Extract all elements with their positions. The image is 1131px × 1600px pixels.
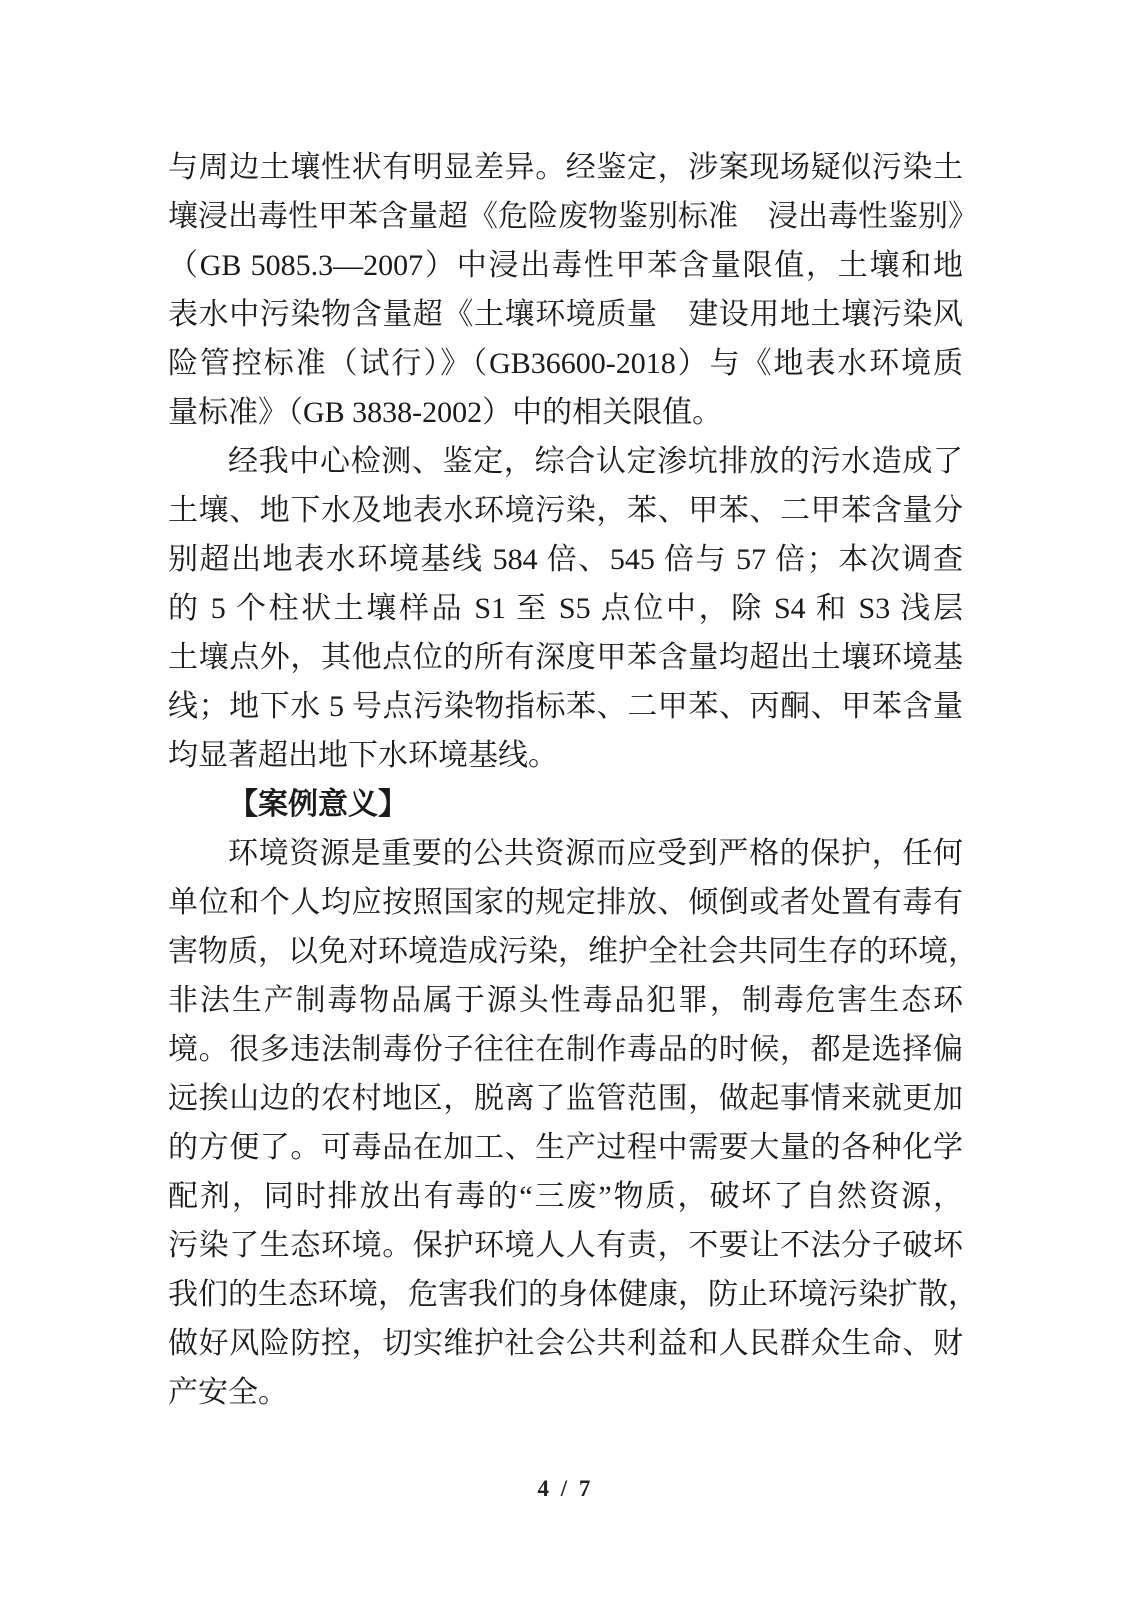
text-line: 配剂，同时排放出有毒的“三废”物质，破坏了自然资源，: [168, 1180, 963, 1213]
section-heading: 【案例意义】: [228, 788, 408, 821]
text-line: 单位和个人均应按照国家的规定排放、倾倒或者处置有毒有: [168, 886, 963, 919]
text-line: 量标准》（GB 3838-2002）中的相关限值。: [168, 396, 723, 429]
text-line: 的 5 个柱状土壤样品 S1 至 S5 点位中，除 S4 和 S3 浅层: [168, 592, 963, 625]
text-line: 非法生产制毒物品属于源头性毒品犯罪，制毒危害生态环: [168, 984, 963, 1017]
text-line: 土壤、地下水及地表水环境污染，苯、甲苯、二甲苯含量分: [168, 494, 963, 527]
text-line: 远挨山边的农村地区，脱离了监管范围，做起事情来就更加: [168, 1082, 963, 1115]
page-number: 4 / 7: [537, 1476, 594, 1501]
text-line: 产安全。: [168, 1376, 288, 1409]
text-line: 别超出地表水环境基线 584 倍、545 倍与 57 倍；本次调查: [168, 543, 963, 576]
text-line: 表水中污染物含量超《土壤环境质量 建设用地土壤污染风: [168, 298, 963, 331]
text-line: 土壤点外，其他点位的所有深度甲苯含量均超出土壤环境基: [168, 641, 963, 674]
paragraph: [168, 143, 978, 437]
text-line: 经我中心检测、鉴定，综合认定渗坑排放的污水造成了: [228, 445, 963, 478]
text-line: 做好风险防控，切实维护社会公共利益和人民群众生命、财: [168, 1327, 963, 1360]
text-line: 均显著超出地下水环境基线。: [168, 739, 558, 772]
text-line: 险管控标准（试行）》（GB36600-2018）与《地表水环境质: [168, 347, 963, 380]
text-line: 的方便了。可毒品在加工、生产过程中需要大量的各种化学: [168, 1131, 963, 1164]
text-line: （GB 5085.3—2007）中浸出毒性甲苯含量限值，土壤和地: [168, 249, 963, 282]
document-body: [168, 143, 978, 1417]
text-line: 我们的生态环境，危害我们的身体健康，防止环境污染扩散，: [168, 1278, 978, 1311]
text-line: 环境资源是重要的公共资源而应受到严格的保护，任何: [228, 837, 963, 870]
text-line: 壤浸出毒性甲苯含量超《危险废物鉴别标准 浸出毒性鉴别》: [168, 200, 978, 233]
text-line: 境。很多违法制毒份子往往在制作毒品的时候，都是选择偏: [168, 1033, 963, 1066]
page-footer: [0, 1476, 1131, 1502]
text-line: 害物质，以免对环境造成污染，维护全社会共同生存的环境，: [168, 935, 978, 968]
paragraph: [168, 829, 978, 1417]
text-line: 线；地下水 5 号点污染物指标苯、二甲苯、丙酮、甲苯含量: [168, 690, 963, 723]
paragraph: [168, 437, 963, 780]
text-line: 污染了生态环境。保护环境人人有责，不要让不法分子破坏: [168, 1229, 963, 1262]
section-heading-paragraph: [168, 780, 963, 829]
text-line: 与周边土壤性状有明显差异。经鉴定，涉案现场疑似污染土: [168, 151, 963, 184]
